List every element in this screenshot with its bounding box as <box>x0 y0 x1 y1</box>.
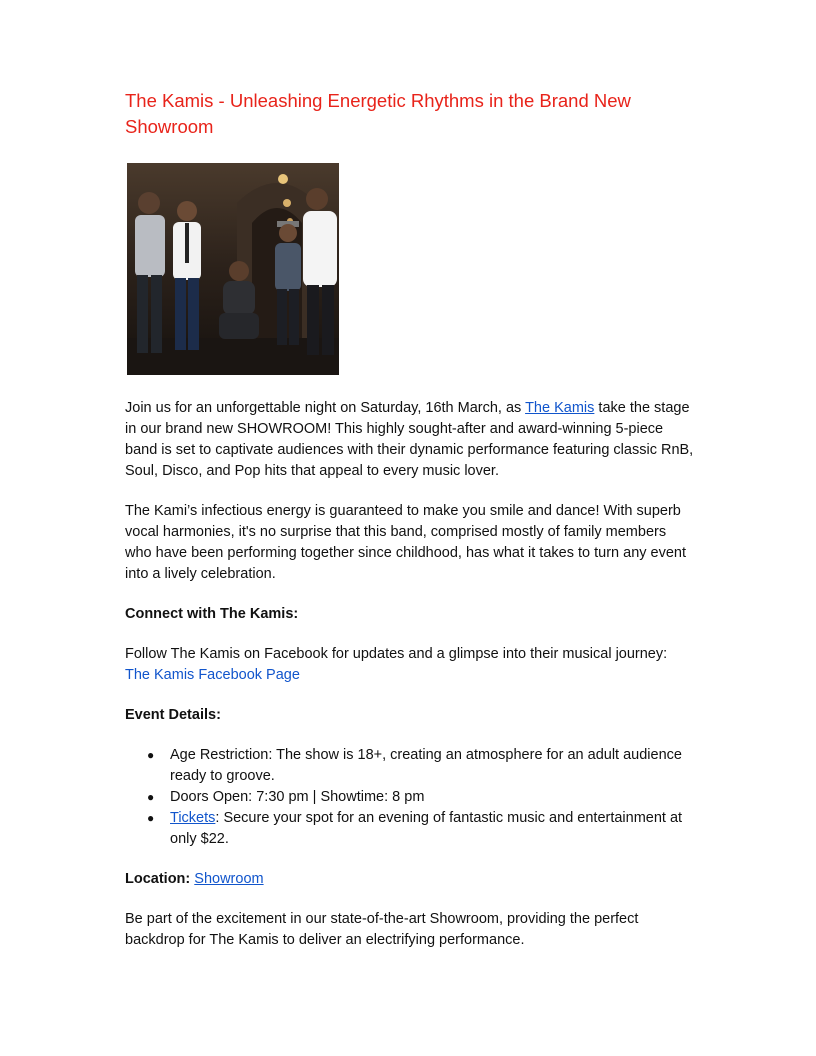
connect-paragraph <box>125 644 695 686</box>
bullet-icon: ● <box>147 790 155 804</box>
bullet-icon: ● <box>147 811 155 825</box>
band-photo <box>127 163 339 375</box>
list-item-doors-open <box>125 787 695 808</box>
closing-paragraph: Be part of the excitement in our state-of-the-art Showroom, providing the perfect backdrop for The Kamis to deliver an electrifying performance. <box>125 911 639 948</box>
age-restriction-text: Age Restriction: The show is 18+, creating an atmosphere for an adult audience ready to groove. <box>170 747 682 784</box>
document-page <box>125 88 695 951</box>
intro-text-end: take the stage in our brand new SHOWROOM! This highly sought-after and award-winning 5-piece band is set to captivate audiences with their dynamic performance featuring classic RnB, Soul, Disco, and Pop hits that appeal to every music lover. <box>125 400 694 479</box>
facebook-page-link[interactable]: The Kamis Facebook Page <box>125 667 300 683</box>
bullet-icon: ● <box>147 748 155 762</box>
list-item-tickets <box>125 808 695 850</box>
location-label: Location: <box>125 871 191 887</box>
doors-open-text: Doors Open: 7:30 pm | Showtime: 8 pm <box>170 789 425 805</box>
showroom-link[interactable]: Showroom <box>194 871 264 887</box>
event-details-heading: Event Details: <box>125 707 221 723</box>
page-title: The Kamis - Unleashing Energetic Rhythms in the Brand New Showroom <box>125 90 631 137</box>
event-details-list <box>125 745 695 850</box>
band-photo-illustration <box>127 163 339 375</box>
tickets-link[interactable]: Tickets <box>170 810 216 826</box>
connect-text: Follow The Kamis on Facebook for updates and a glimpse into their musical journey: <box>125 646 668 662</box>
location-line <box>125 869 695 890</box>
list-item-age-restriction <box>125 745 695 787</box>
intro-text-start: Join us for an unforgettable night on Saturday, 16th March, as <box>125 400 526 416</box>
connect-heading: Connect with The Kamis: <box>125 606 299 622</box>
energy-paragraph: The Kami’s infectious energy is guaranteed to make you smile and dance! With superb vocal harmonies, it's no surprise that this band, comprised mostly of family members who have been performing together since childhood, has what it takes to turn any event into a lively celebration. <box>125 503 687 582</box>
the-kamis-link[interactable]: The Kamis <box>525 400 595 416</box>
intro-paragraph <box>125 398 695 482</box>
tickets-text: : Secure your spot for an evening of fantastic music and entertainment at only $22. <box>170 810 683 847</box>
